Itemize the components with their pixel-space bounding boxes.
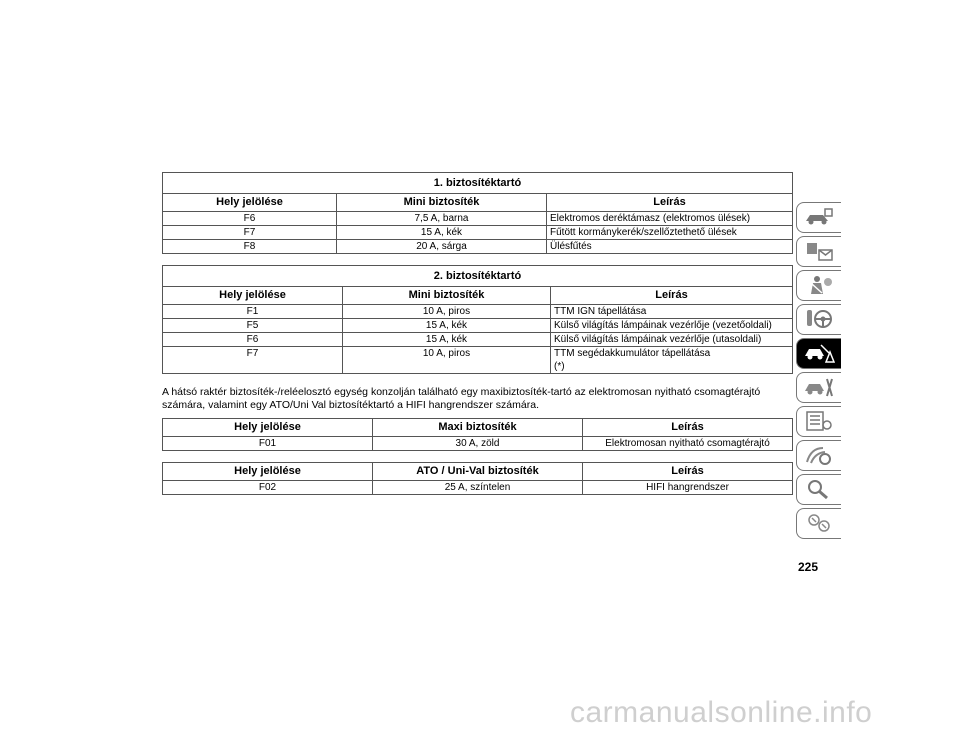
cell-description: HIFI hangrendszer: [583, 481, 793, 495]
cell-fuse: 15 A, kék: [343, 333, 551, 347]
cell-location: F6: [163, 212, 337, 226]
column-header-fuse: Mini biztosíték: [337, 194, 547, 212]
cell-fuse: 7,5 A, barna: [337, 212, 547, 226]
steering-wheel-icon: [803, 308, 835, 330]
multimedia-icon: [803, 444, 835, 466]
watermark: carmanualsonline.info: [570, 696, 873, 729]
chapter-tab-driving[interactable]: [796, 304, 841, 335]
table-row: [163, 333, 793, 347]
chapter-tab-index[interactable]: [796, 474, 841, 505]
table-row: [163, 240, 793, 254]
car-dashboard-icon: [803, 206, 835, 228]
cell-description: Külső világítás lámpáinak vezérlője (vezetőoldali): [551, 319, 793, 333]
chapter-tab-dashboard[interactable]: [796, 202, 841, 233]
cell-fuse: 15 A, kék: [337, 226, 547, 240]
roadside-emergency-icon: [803, 342, 835, 364]
chapter-tab-specifications[interactable]: [796, 406, 841, 437]
table-caption: 1. biztosítéktartó: [163, 173, 793, 194]
column-header-fuse: Maxi biztosíték: [373, 419, 583, 437]
seatbelt-airbag-icon: [803, 274, 835, 296]
cell-location: F8: [163, 240, 337, 254]
cell-description: Külső világítás lámpáinak vezérlője (utasoldali): [551, 333, 793, 347]
table-row: [163, 305, 793, 319]
table-row: [163, 437, 793, 451]
chapter-tab-seats[interactable]: [796, 270, 841, 301]
cell-location: F1: [163, 305, 343, 319]
cell-location: F7: [163, 226, 337, 240]
cell-description: [551, 347, 793, 374]
page-number: 225: [798, 560, 819, 574]
column-header-fuse: ATO / Uni-Val biztosíték: [373, 463, 583, 481]
table-row: [163, 481, 793, 495]
cell-fuse: 15 A, kék: [343, 319, 551, 333]
cell-fuse: 20 A, sárga: [337, 240, 547, 254]
chapter-tab-service[interactable]: [796, 372, 841, 403]
cell-description-note: (*): [554, 361, 565, 372]
car-service-tools-icon: [803, 376, 835, 398]
chapter-tab-safety[interactable]: [796, 236, 841, 267]
cell-description: Elektromosan nyitható csomagtérajtó: [583, 437, 793, 451]
fuse-box-1-table: [162, 172, 793, 254]
search-magnifier-icon: [803, 478, 835, 500]
maxi-fuse-table: [162, 418, 793, 451]
table-caption: 2. biztosítéktartó: [163, 266, 793, 287]
cell-fuse: 10 A, piros: [343, 305, 551, 319]
column-header-fuse: Mini biztosíték: [343, 287, 551, 305]
cell-description: Elektromos deréktámasz (elektromos ülések): [547, 212, 793, 226]
chapter-tab-multimedia[interactable]: [796, 440, 841, 471]
languages-icon: [803, 512, 835, 534]
table-row: [163, 226, 793, 240]
cell-location: F01: [163, 437, 373, 451]
cell-fuse: 30 A, zöld: [373, 437, 583, 451]
cell-description: TTM IGN tápellátása: [551, 305, 793, 319]
column-header-description: Leírás: [551, 287, 793, 305]
ato-fuse-table: [162, 462, 793, 495]
fuse-box-2-table: [162, 265, 793, 374]
cell-description: Ülésfűtés: [547, 240, 793, 254]
cell-fuse: 25 A, színtelen: [373, 481, 583, 495]
cell-fuse: 10 A, piros: [343, 347, 551, 374]
cell-location: F7: [163, 347, 343, 374]
cell-location: F6: [163, 333, 343, 347]
table-row: [163, 212, 793, 226]
cell-description-text: TTM segédakkumulátor tápellátása: [554, 348, 711, 359]
column-header-description: Leírás: [547, 194, 793, 212]
column-header-location: Hely jelölése: [163, 287, 343, 305]
body-paragraph: A hátsó raktér biztosíték-/reléelosztó egység konzolján található egy maxibiztosíték-tartó az elektromosan nyitható csomagtérajtó számára, valamint egy ATO/Uni Val biztosítéktartó a HIFI hangrendszer számára.: [162, 386, 761, 411]
column-header-description: Leírás: [583, 419, 793, 437]
safety-envelope-icon: [803, 240, 835, 262]
cell-location: F5: [163, 319, 343, 333]
column-header-location: Hely jelölése: [163, 194, 337, 212]
chapter-tab-emergency[interactable]: [796, 338, 841, 369]
column-header-location: Hely jelölése: [163, 463, 373, 481]
column-header-location: Hely jelölése: [163, 419, 373, 437]
cell-location: F02: [163, 481, 373, 495]
table-row: [163, 319, 793, 333]
column-header-description: Leírás: [583, 463, 793, 481]
chapter-tab-languages[interactable]: [796, 508, 841, 539]
table-row: [163, 347, 793, 374]
specifications-list-icon: [803, 410, 835, 432]
cell-description: Fűtött kormánykerék/szellőztethető ülések: [547, 226, 793, 240]
